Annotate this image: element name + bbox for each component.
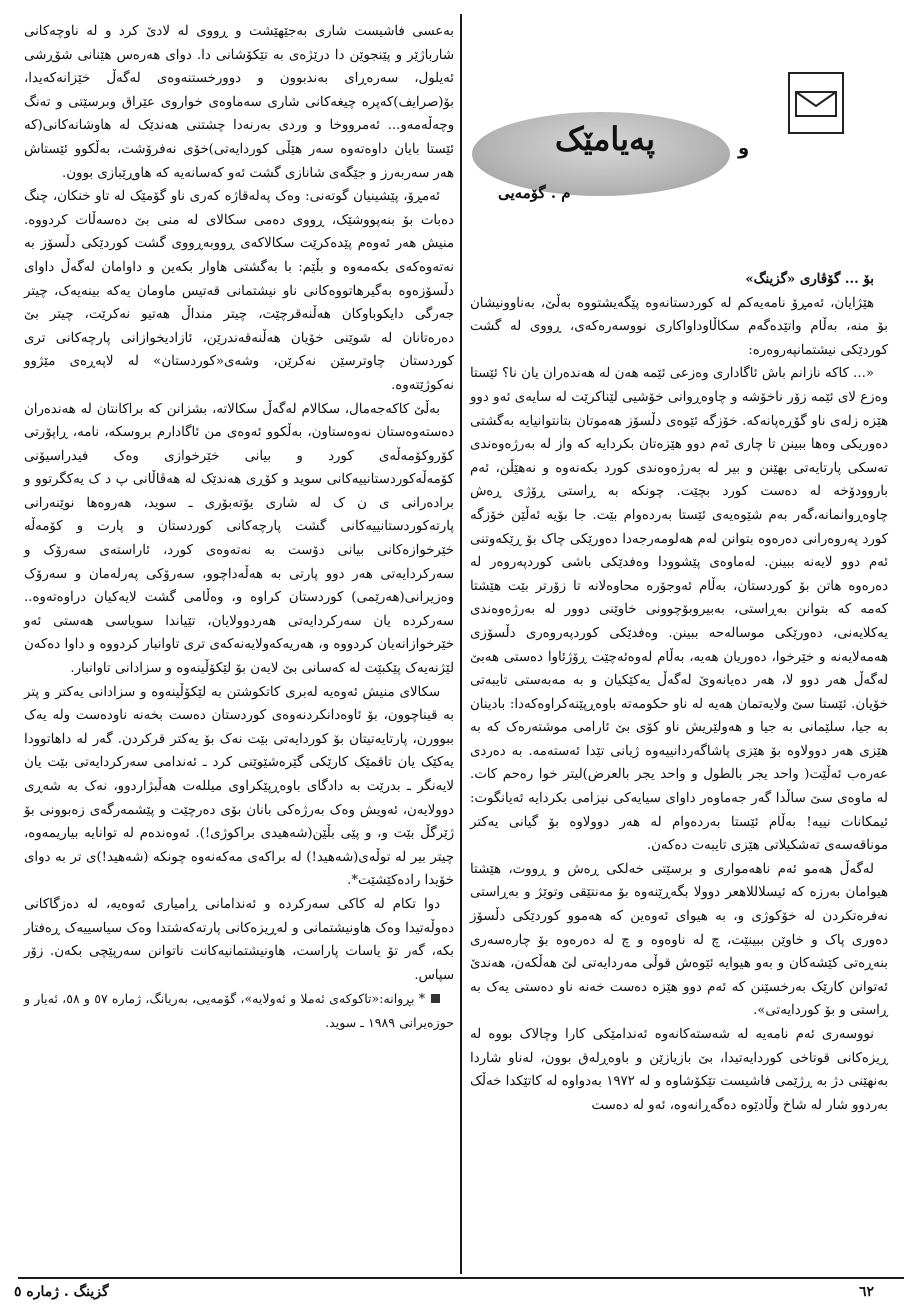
paragraph: هێژایان، ئەمڕۆ نامەیەکم لە کوردستانەوە پێگەیشتووە بەڵێ، بەناوونیشان بۆ منە، بەڵام واتێدەگەم سکاڵاوداواکاری نووسەرەکەی، ڕووی لە گشت کوردێکی نیشتمانپەروەرە: (470, 295, 888, 358)
letter-salutation: بۆ ... گۆڤاری «گزینگ» (745, 272, 874, 287)
paragraph: بەڵێ کاکەجەمال، سکالام لەگەڵ سکالاتە، بشزانن کە براکانتان لە هەندەران دەستەوەستان نەوەستاون، بەڵکوو ئەوەی من ئاگادارم بروسکە، نامە، ڕاپۆرتی کۆروکۆمەڵەی کورد و بیانی خێرخوازی وەک فیدراسیۆنی کۆمەڵەکوردستانییەکانی سوید و کۆڕی هەندێک لە هەڤاڵانی پ د ک یەکگرتوو و برادەرانی ی ن ک لە شاری یۆتەبۆری ـ سوید، هەروەها نوێنەرانی پارتەکوردستانییەکانی گشت پارچەکانی کوردستان و پارت و کۆمەڵە خێرخوازەکانی بیانی دۆست بە نەتەوەی کورد، ئاراستەی سەرۆک و سەرکردایەتی هەر دوو پارتی بە هەڵەداچوو، سەرۆکی پەرلەمان و سەرۆک وەزیرانی(هەرێمی) کوردستان کراوە و، وەڵامی گشت لایەکیان دراوەتەوە.. سەرکردە یان سەرکردایەتی هەردوولایان، تێیاندا سویاسی هەستی ئەو خێرخوازانەیان کردووە و، هەریەکەولایەنەکەی تری تاوانبار کردووە و داوا دەکەن لێژنەیەک پێکبێت لە کەسانی بێ لایەن بۆ لێکۆڵینەوە و سزادانی تاوانبار. (24, 401, 454, 677)
footnote (24, 987, 454, 1034)
column-title: پەیامێک (554, 120, 656, 158)
left-column (24, 20, 454, 1035)
paragraph: ئەمڕۆ، پێشینیان گوتەنی: وەک پەلەقاژە کەری ناو گۆمێک لە تاو خنکان، چنگ دەبات بۆ بنەپووشێک، ڕووی دەمی سکالای لە منی بێ دەسەڵات کردووە. منیش هەر ئەوەم پێدەکرێت سکالاکەی ڕووبەڕووی گشت کوردێکی دڵسۆز بە نەتەوەکەی بکەمەوە و بڵێم: با بەگشتی هاوار بکەین و داوامان لەگەڵ داوای دڵسۆزەوە بەگیرهاتووەکانی ناو نیشتمانی قەتیس ماومان یەکە بینەیەک، چیتر جەرگی دایکوباوکان هەڵنەقرچێت، چیتر منداڵ هەتیو نەکرێت، چیتر بێ دەرەتانان لە شوێنی خۆیان هەڵنەقەندرێن، ئازادیخوازانی پارچەکانی تری کوردستان چاوترسێن نەکرێن، وشەی«کوردستان» لە لاپەڕەی مێژوو نەکوژێتەوە. (24, 189, 454, 393)
footer-magazine: گزینگ . ژمارە ٥ (14, 1284, 109, 1300)
paragraph: لەگەڵ هەمو ئەم ناهەمواری و برسێتی خەلکی ڕەش و ڕووت، هێشتا هیوامان بەرزە کە ئیسلاللاهعر دوولا بگەڕێنەوە بۆ مەنتێقی وتوێژ و بەڕاستی نەفرەتکردن لە خۆکوژی و، بە هیوای ئەوەین کە هەموو کوردێکی دڵسۆز دەوری پاک و خاوێن ببینێت، چ لە ناوەوە و چ لە دەرەوە بۆ چارەسەری بنەڕەتی کێشەکان و بەو هیوایە ئێوەش قوڵی مەردایەتی لێ هەڵکەن، هەندێ ئەتوانن کارێک بەرخسێنن کە ئەم دوو هێزە دەست خەنە ناو دەستی یەک بە ڕاستی و بۆ کوردایەتی». (470, 861, 888, 1019)
column-connector: و (738, 138, 750, 159)
envelope-icon (788, 72, 844, 134)
paragraph: «... کاکە نازانم باش ئاگاداری وەزعی ئێمە هەن لە هەندەران یان نا؟ ئێستا وەزع لای ئێمە زۆر ناخۆشە و چاوەڕوانی خۆشیی لێناکرێت لە سایەی ئەو دوو هێزە زلەی ناو گۆڕەپانەکە. خۆزگە ئێوەی دڵسۆز هەموتان بتانتوانیایە بەگشتی دەوریکی وەها ببینن تا چاری ئەم دوو هێزەتان بکردایە کە واز لە بەرژەوەندی تەسکی پارتایەتی بهێنن و بیر لە بەرژەوەندی کورد بکەنەوە و نەهێڵن، ئەم باروودۆخە لە دەست کورد بچێت. چونکە بە ڕاستی ڕۆژی ڕەش چاوەڕوانمانە،گەر بەم شێوەیەی ئێستا بەردەوام بێت. جا بۆیە ئەڵێن خۆزگە کورد پەروەرانی دەرەوە بتوانن لەم هەلومەرجەدا دەورێکی چاک بۆ ڕێکەوتنی ئەم دوو لایەنە ببینن. لەماوەی پێشوودا وەفدێکی باشی کوردپەروەر لە دەرەوە هاتن بۆ کوردستان، بەڵام ئەوجۆرە محاوەلانە تا زۆرتر بێت هێشتا کەمە کە بتوانن بەڕاستی، بەبیروبۆچوونی خاوێنی دوور لە بەرژەوەندی یەکلایەنی، دەورێکی موسالەحە ببینن. وەفدێکی کوردپەروەری دڵسۆزی هەمەلایەنە و خێرخوا، دەوریان هەیە، بەڵام لەوەئەچێت ڕۆژئاوا دەستی هەبێ لەگەڵ هەر دوو لا، هەر دەیانەوێ لەگەڵ یەکێکیان و بە مەبەستی تایبەتی خۆیان. ئێستا سێ ولایەتمان هەیە لە ناو حکومەتە باوەڕپێنەکراوەکەدا: بادینان بە جیا، سلێمانی بە جیا و هەولێریش ناو کۆی بێ ئارامی موشتەرەک کە بە هێزی هەر دوولاوە بۆ هێزی پاشاگەردانییەوە ژیانی تێدا ئەستەمە. بە دەردی عەرەب ئەڵێت( واحد یجر بالطول و واحد یجر بالعرض)لیتر خوا رەحم کات. لە ماوەی سێ ساڵدا گەر جەماوەر داوای سیایەکی نیزامی بکردایە ئەیانگوت: ئیمکانات نییە! بەڵام ئێستا بەردەوام لە هەر دوولاوە بۆ گیانی یەکتر موناقەسەی تەشکیلاتی هێزی تایبەت دەکەن. (470, 366, 888, 854)
column-header (470, 24, 888, 260)
column-divider (460, 14, 462, 1274)
paragraph: بەعسی فاشیست شاری بەجێهێشت و ڕووی لە لادێ کرد و لە ناوچەکانی شارباژێر و پێنجوێن دا درێژەی بە تێکۆشانی دا. دوای هەرەس هێنانی شۆڕشی ئەیلول، سەرەڕای بەندبوون و دوورخستنەوەی لەگەڵ خێزانەکەیدا، بۆ(صرایف)کەپرە چیغەکانی شاری سەماوەی خواروی عێراق وبرسێتی و تەنگ وچەڵەمەو... ئەمرووخا و وردی بەرنەدا چشتنی هەندێک لە هاوشانەکانی(کە ئێستا بایان داوەتەوە سەر هێڵی کوردایەتی)خۆی نەفرۆشت، بەڵکوو ئێستاش هەر سەربەرز و جێگەی شانازی گشت ئەو کەسانەیە کە هاوڕێبازی بوون. (24, 24, 454, 181)
footnote-text: * بڕوانە:«تاکوکەی ئەملا و ئەولایە»، گۆمەیی، بەریانگ، ژمارە ٥٧ و ٥٨، ئەیار و حوزەیرانی ١٩٨٩ ـ سوید. (24, 991, 454, 1030)
paragraph: دوا تکام لە کاکی سەرکردە و ئەندامانی ڕامیاری ئەوەیە، لە دەزگاکانی دەوڵەتیدا وەک هاونیشتمانی و لەڕیزەکانی پارتەکەشتدا وەک سیاسییەک ڕەفتار بکە، گەر تۆ یاسات پاراست، هاونیشتمانیەکانت ناتوانن سەرپێچی بکەن. زۆر سپاس. (24, 896, 454, 983)
paragraph: نووسەری ئەم نامەیە لە شەستەکانەوە ئەندامێکی کارا وچالاک بووە لە ڕیزەکانی قوتاخی کوردایەتیدا، بێ بازیازێن و باوەڕلەق بوون، لەناو شاردا بەنهێنی دژ بە ڕژێمی فاشیست تێکۆشاوە و لە ١٩٧٢ بەدواوە لە کاتێکدا خەڵک بەردوو شار لە شاخ وڵادێوە دەگەڕانەوە، ئەو لە دەست (470, 1027, 888, 1113)
right-column (470, 268, 888, 1117)
author-name: م . گۆمەیی (498, 184, 571, 202)
page-number: ٦٢ (858, 1284, 874, 1300)
paragraph: سکالای منیش ئەوەیە لەبری کاتکوشتن بە لێکۆڵینەوە و سزادانی یەکتر و پتر بە قیناچوون، بۆ ئاوەدانکردنەوەی کوردستان دەست بخەنە ناودەست ولە یەک ببوورن، پارتایەتیتان بۆ کوردایەتی بێت نەک بۆ یەکتر قرکردن. گەر لە داهاتوودا یەکێک یان تاقمێک کارێکی گێرەشێوێنی کرد ـ ئەندامی سەرکردایەتی بێت یان لایەنگر ـ بدرێت بە دادگای باوەڕپێکراوی میللەت هەڵبژاردوو، نەک بە شەڕی دوولایەن، ئەویش وەک بەرژەکی بانان بۆی دەرچێت و پێشمەرگەی زەبوونی بۆ ژێرگڵ بێت و، و پێی بڵێن(شەهیدی براکوژی!). ئەوەندەم لە توانایە بیاریمەوە، چیتر بیر لە توڵەی(شەهید!) لە براکەی مەکەنەوە چونکە (شەهید!)ی تر بە دوای خۆیدا رادەکێشێت*. (24, 684, 454, 889)
end-square-icon (431, 994, 440, 1003)
bottom-rule (18, 1277, 904, 1279)
